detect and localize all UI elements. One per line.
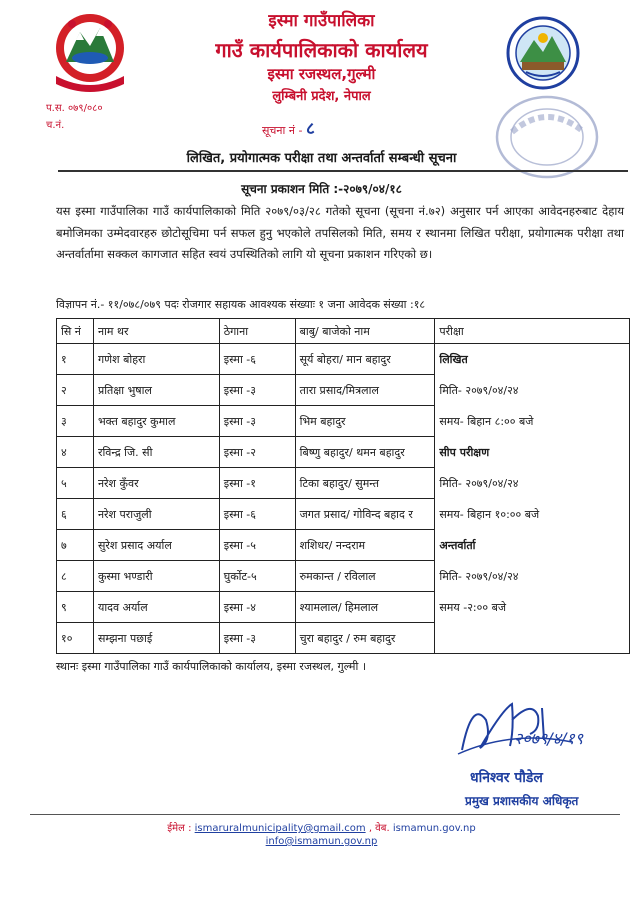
table-row (57, 623, 630, 654)
email-label: ईमेल : (167, 823, 195, 834)
table-row (57, 468, 630, 499)
cell-name: रविन्द्र जि. सी (93, 437, 219, 468)
email-link[interactable]: ismaruralmunicipality@gmail.com (194, 823, 366, 834)
cell-sn: १० (57, 623, 94, 654)
cell-sn: ३ (57, 406, 94, 437)
cell-exam: समय- बिहान १०:०० बजे (435, 499, 630, 530)
cell-sn: ९ (57, 592, 94, 623)
cell-address: इस्मा -२ (219, 437, 295, 468)
cell-exam: मिति- २०७९/०४/२४ (435, 561, 630, 592)
cell-exam: मिति- २०७९/०४/२४ (435, 468, 630, 499)
cell-exam: समय -२:०० बजे (435, 592, 630, 623)
cell-name: गणेश बोहरा (93, 344, 219, 375)
cell-exam: मिति- २०७९/०४/२४ (435, 375, 630, 406)
signatory-name: धनिश्वर पौडेल (470, 770, 543, 786)
cell-sn: ४ (57, 437, 94, 468)
header-municipality: इस्मा गाउँपालिका (268, 11, 375, 31)
table-row (57, 344, 630, 375)
cell-exam: लिखित (435, 344, 630, 375)
cell-address: इस्मा -३ (219, 375, 295, 406)
publish-date: सूचना प्रकाशन मिति :-२०७९/०४/१८ (241, 182, 402, 196)
cell-sn: १ (57, 344, 94, 375)
candidate-table (56, 318, 630, 654)
notice-number-label: सूचना नं - (262, 124, 303, 137)
cell-sn: ५ (57, 468, 94, 499)
cell-guardian: श्यामलाल/ हिमलाल (295, 592, 435, 623)
cell-name: सम्झना पछाई (93, 623, 219, 654)
table-row (57, 375, 630, 406)
cell-guardian: टिका बहादुर/ सुमन्त (295, 468, 435, 499)
cell-guardian: चुरा बहादुर / रुम बहादुर (295, 623, 435, 654)
header-office: गाउँ कार्यपालिकाको कार्यालय (215, 38, 428, 62)
header-exam: परीक्षा (435, 319, 630, 344)
cell-address: घुर्कोट-५ (219, 561, 295, 592)
advertisement-line: विज्ञापन नं.- ११/०७८/०७९ पदः रोजगार सहायक आवश्यक संख्याः १ जना आवेदक संख्या :१८ (56, 298, 426, 311)
notice-number-value: ८ (305, 119, 315, 139)
cell-exam (435, 623, 630, 654)
cell-guardian: तारा प्रसाद/मित्रलाल (295, 375, 435, 406)
table-row (57, 592, 630, 623)
notice-subject: लिखित, प्रयोगात्मक परीक्षा तथा अन्तर्वार्ता सम्बन्धी सूचना (186, 151, 457, 166)
venue-line: स्थानः इस्मा गाउँपालिका गाउँ कार्यपालिकाको कार्यालय, इस्मा रजस्थल, गुल्मी । (56, 660, 366, 673)
cell-name: नरेश पराजुली (93, 499, 219, 530)
cell-address: इस्मा -६ (219, 499, 295, 530)
cell-guardian: जगत प्रसाद/ गोविन्द बहाद र (295, 499, 435, 530)
fiscal-year: प.स. ०७९/०८० (46, 103, 103, 114)
table-header-row (57, 319, 630, 344)
cell-name: भक्त बहादुर कुमाल (93, 406, 219, 437)
cell-sn: ६ (57, 499, 94, 530)
cell-guardian: बिष्णु बहादुर/ थमन बहादुर (295, 437, 435, 468)
signature-icon (452, 690, 602, 764)
table-row (57, 561, 630, 592)
cell-address: इस्मा -१ (219, 468, 295, 499)
cell-address: इस्मा -५ (219, 530, 295, 561)
cell-name: कुस्मा भण्डारी (93, 561, 219, 592)
info-email-link[interactable]: info@ismamun.gov.np (265, 836, 378, 847)
website-link[interactable]: ismamun.gov.np (392, 823, 476, 834)
notice-number (262, 116, 315, 139)
signature-date: २०७९/४/१९ (514, 729, 584, 748)
header-sn: सि नं (57, 319, 94, 344)
header-guardian: बाबु/ बाजेको नाम (295, 319, 435, 344)
header-address: ठेगाना (219, 319, 295, 344)
header-location: इस्मा रजस्थल,गुल्मी (267, 65, 376, 83)
cell-exam: अन्तर्वार्ता (435, 530, 630, 561)
cell-guardian: रुमकान्त / रविलाल (295, 561, 435, 592)
table-row (57, 406, 630, 437)
cell-address: इस्मा -६ (219, 344, 295, 375)
footer-divider (30, 814, 620, 815)
cell-guardian: सूर्य बोहरा/ मान बहादुर (295, 344, 435, 375)
header-name: नाम थर (93, 319, 219, 344)
subject-underline (58, 170, 628, 172)
cell-sn: ८ (57, 561, 94, 592)
header-province: लुम्बिनी प्रदेश, नेपाल (272, 89, 371, 104)
cell-address: इस्मा -३ (219, 406, 295, 437)
official-stamp-icon (492, 92, 602, 182)
web-label: , वेब. (368, 823, 390, 834)
cell-sn: ७ (57, 530, 94, 561)
cell-name: नरेश कुँवर (93, 468, 219, 499)
signatory-title: प्रमुख प्रशासकीय अधिकृत (465, 794, 579, 808)
cell-exam: सीप परीक्षण (435, 437, 630, 468)
cell-exam: समय- बिहान ८:०० बजे (435, 406, 630, 437)
notice-body: यस इस्मा गाउँपालिका गाउँ कार्यपालिकाको मिति २०७९/०३/२८ गतेको सूचना (सूचना नं.७२) अनुसार पर्न आएका आवेदनहरुबाट देहाय बमोजिमका उम्मेदवारहरु छोटोसूचिमा पर्न सफल हुनु भएकोले तपसिलको मिति, समय र स्थानमा लिखित परीक्षा, प्रयोगात्मक परीक्षा तथा अन्तर्वार्तामा सक्कल कागजात सहित स्वयं उपस्थितिको लागि यो सूचना प्रकाशन गरिएको छ। (56, 204, 624, 261)
cell-guardian: शशिधर/ नन्दराम (295, 530, 435, 561)
cell-sn: २ (57, 375, 94, 406)
cell-name: सुरेश प्रसाद अर्याल (93, 530, 219, 561)
footer-contact (0, 820, 643, 834)
table-row (57, 530, 630, 561)
dispatch-number: च.नं. (46, 120, 65, 131)
cell-address: इस्मा -३ (219, 623, 295, 654)
table-row (57, 499, 630, 530)
cell-name: प्रतिक्षा भुषाल (93, 375, 219, 406)
cell-guardian: भिम बहादुर (295, 406, 435, 437)
cell-address: इस्मा -४ (219, 592, 295, 623)
cell-name: यादव अर्याल (93, 592, 219, 623)
table-row (57, 437, 630, 468)
